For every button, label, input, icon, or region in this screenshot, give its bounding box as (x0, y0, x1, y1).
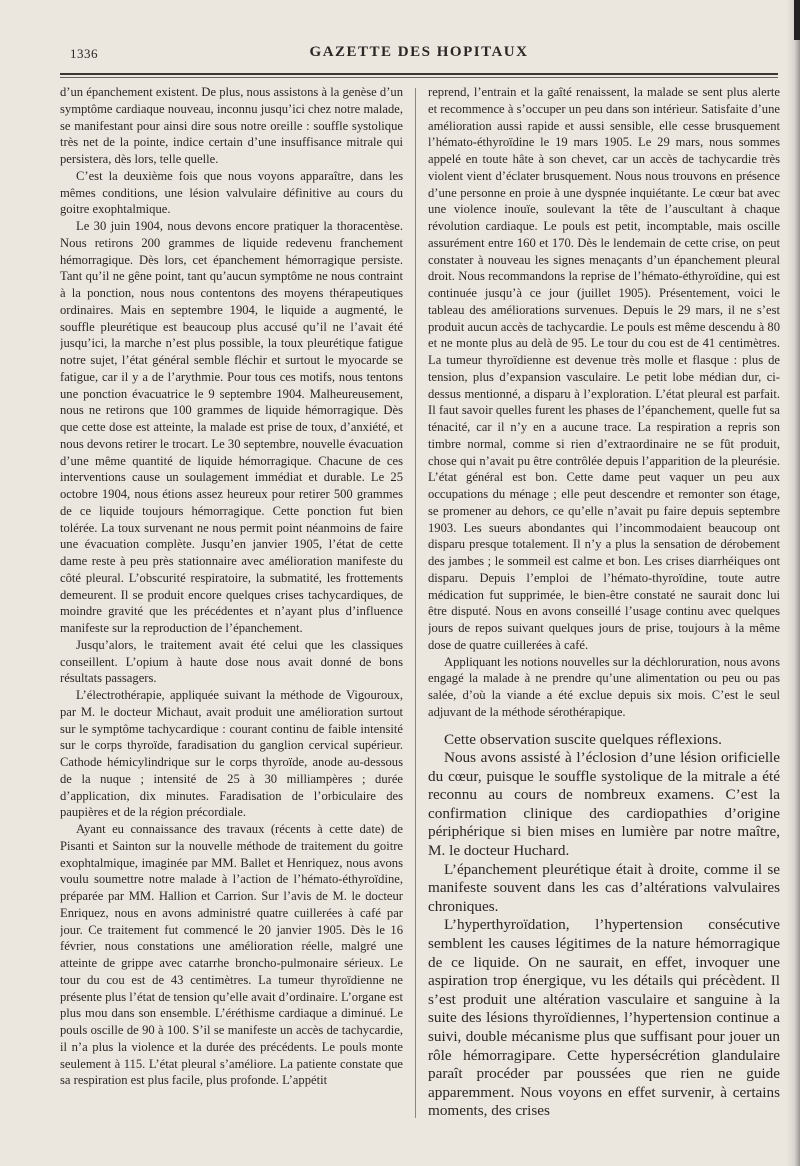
paragraph: C’est la deuxième fois que nous voyons apparaître, dans les mêmes conditions, une lésion valvulaire définitive au cours du goitre exophtalmique. (60, 168, 403, 217)
page-number: 1336 (70, 46, 98, 61)
paragraph: d’un épanchement existent. De plus, nous assistons à la genèse d’un symptôme cardiaque nouveau, inconnu jusqu’ici chez notre malade, se manifestant pour ainsi dire sous notre oreille : souffle systolique très net de la pointe, indice certain d’une insuffisance mitrale qui persistera, dès lors, telle quelle. (60, 85, 403, 166)
section-paragraph: Cette observation suscite quelques réflexions. (444, 730, 722, 748)
section-paragraph: L’hyperthyroïdation, l’hypertension consécutive semblent les causes légitimes de la nature hémorragique de ce liquide. On ne saurait, en effet, invoquer une aspiration trop énergique, vu les détails qui précèdent. Il s’est produit une altération vasculaire et sanguine à la suite des lésions thyroïdiennes, l’hypertension continue a suivi, double mécanisme plus que suffisant pour jouer un rôle hémorragipare. Cette hypersécrétion glandulaire paraît procéder par poussées que rien ne guide apparemment. Nous voyons en effet survenir, à certains moments, des crises (428, 916, 780, 1120)
right-column (428, 84, 780, 1124)
page-edge-shadow (786, 0, 800, 1166)
section-paragraph: Nous avons assisté à l’éclosion d’une lésion orificielle du cœur, puisque le souffle systolique de la mitrale a été reconnu au cours de nombreux examens. C’est la confirmation clinique des cardiopathies d’origine périphérique si bien mises en lumière par notre maître, M. le docteur Huchard. (428, 749, 780, 860)
page-corner (794, 0, 800, 40)
page-header (60, 40, 778, 70)
paragraph: Le 30 juin 1904, nous devons encore pratiquer la thoracentèse. Nous retirons 200 grammes de liquide redevenu franchement hémorragique. Dès lors, cet épanchement hémorragique persiste. Tant qu’il ne gêne point, tant qu’aucun symptôme ne nous contraint à la ponction, nous nous contentons des moyens thérapeutiques ordinaires. Mais en septembre 1904, le liquide a augmenté, le souffle pleurétique est beaucoup plus accusé qu’il ne l’avait été jusqu’ici, la marche n’est plus possible, la toux pleurétique fatigue notre sujet, l’état général semble fléchir et surtout le myocarde se fatigue, car il y a de l’arythmie. Pour tous ces motifs, nous tentons une ponction évacuatrice le 9 septembre 1904. Malheureusement, nous ne retirons que 100 grammes de liquide hémorragique. Dès que cette dose est atteinte, la malade est prise de toux, d’anxiété, et nous devons retirer le trocart. Le 30 septembre, nouvelle évacuation d’une même quantité de liquide hémorragique. Chacune de ces interventions cause un soulagement immédiat et durable. Le 25 octobre 1904, nous étions assez heureux pour retirer 500 grammes de ce liquide toujours hémorragique. Cette ponction fut bien tolérée. La toux survenant ne nous permit point néanmoins de faire une évacuation complète. Jusqu’en janvier 1905, l’état de cette dame reste à peu près stationnaire avec amélioration manifeste du côté pleural. L’obscurité respiratoire, la submatité, les frottements demeurent. Il se produit encore quelques crises tachycardiques, de moindre gravité que les précédentes et n’ayant plus d’influence manifeste sur la reproduction de l’épanchement. (60, 219, 403, 635)
section-paragraph: L’épanchement pleurétique était à droite, comme il se manifeste souvent dans les cas d’altérations valvulaires chroniques. (428, 860, 780, 915)
left-column (60, 84, 403, 1124)
header-rule-thin (60, 77, 778, 78)
paragraph: reprend, l’entrain et la gaîté renaissent, la malade se sent plus alerte et recommence à s’occuper un peu dans son intérieur. Satisfaite d’une amélioration aussi rapide et aussi sensible, elle cesse brusquement l’hémato-éthyroïdine le 19 mars 1905. Le 29 mars, nous sommes appelé en toute hâte à son chevet, car un accès de tachycardie très violent vient d’éclater brusquement. Nous nous trouvons en présence d’une personne en proie à une dyspnée inquiétante. Le cœur bat avec une violence inouïe, soulevant la tête de l’auscultant à chaque révolution cardiaque. Le pouls est petit, incomptable, mais oscille assurément entre 160 et 170. Dès le lendemain de cette crise, on peut constater à nouveau les signes menaçants d’un épanchement pleural droit. Nous recommandons la reprise de l’hémato-éthyroïdine, qui est continuée jusqu’à ce jour (juillet 1905). Présentement, voici le tableau des améliorations survenues. Depuis le 29 mars, il ne s’est produit aucun accès de tachycardie. Le pouls est même descendu à 80 et ne monte plus au delà de 95. Le tour du cou est de 41 centimètres. La tumeur thyroïdienne est devenue très molle et flasque : plus de tension, plus d’expansion vasculaire. Le petit lobe médian dur, ci-dessus mentionné, a disparu à l’exploration. L’état pleural est parfait. Il faut savoir quelles furent les phases de l’épanchement, quelle fut sa ténacité, car il n’y en a aucune trace. La respiration a repris son timbre normal, comme si rien d’extraordinaire ne se fût produit, chose qui n’avait pu être contrôlée depuis l’apparition de la pleurésie. L’état général est bon. Cette dame peut vaquer un peu aux occupations du ménage ; elle peut descendre et remonter son étage, se promener au dehors, ce qu’elle n’avait pu faire depuis septembre 1903. Les sueurs abondantes qui l’incommodaient beaucoup ont disparu presque totalement. Il n’y a plus la sensation de dérobement des jambes ; le sommeil est calme et bon. Les crises diarrhéiques ont disparu. Depuis l’emploi de l’hémato-thyroïdine, toute autre médication fut supprimée, le bien-être constaté ne saurait donc lui être disputé. Nous en avons conseillé l’usage continu avec quelques jours de repos suivant quelques jours de prise, toujours à la même dose de quatre cuillerées à café. (428, 85, 780, 652)
paragraph: Ayant eu connaissance des travaux (récents à cette date) de Pisanti et Sainton sur la nouvelle méthode de traitement du goitre exophtalmique, imaginée par MM. Ballet et Henriquez, nous avons voulu soumettre notre malade à l’action de l’hémato-éthyroïdine, préparée par MM. Hallion et Carrion. Sur l’avis de M. le docteur Enriquez, nous en avons administré quatre cuillerées à café par jour. Ce traitement fut commencé le 20 janvier 1905. Dès le 16 février, nous constations une amélioration réelle, malgré une atteinte de grippe avec catarrhe broncho-pulmonaire sérieux. Le tour du cou est de 43 centimètres. La tumeur thyroïdienne ne présente plus l’état de tension qu’elle avait d’ordinaire. L’organe est plus mou dans son ensemble. L’éréthisme cardiaque a diminué. Le pouls oscille de 90 à 100. S’il se manifeste un accès de tachycardie, il n’a plus la violence et la durée des précédents. Le pouls monte seulement à 115. L’état pleural s’améliore. La patiente constate que sa respiration est plus facile, plus profonde. L’appétit (60, 822, 403, 1088)
paragraph: L’électrothérapie, appliquée suivant la méthode de Vigouroux, par M. le docteur Michaut, avait produit une amélioration surtout sur le symptôme tachycardique : courant continu de faible intensité sur le corps thyroïde, faradisation du ganglion cervical supérieur. Cathode hémicylindrique sur le corps thyroïde, anode au-dessous de la nuque ; intensité de 25 à 30 milliampères ; durée d’application, dix minutes. Faradisation de l’orbiculaire des paupières et de la région précordiale. (60, 688, 403, 820)
column-divider (415, 88, 416, 1118)
running-title: GAZETTE DES HOPITAUX (309, 44, 529, 60)
paragraph: Appliquant les notions nouvelles sur la déchloruration, nous avons engagé la malade à ne prendre qu’une alimentation ou peu ou pas salée, d’où la viande a été exclue depuis six mois. C’est le seul adjuvant de la méthode sérothérapique. (428, 654, 780, 719)
paragraph: Jusqu’alors, le traitement avait été celui que les classiques conseillent. L’opium à haute dose nous avait donné de bons résultats passagers. (60, 637, 403, 686)
header-rule-thick (60, 73, 778, 75)
